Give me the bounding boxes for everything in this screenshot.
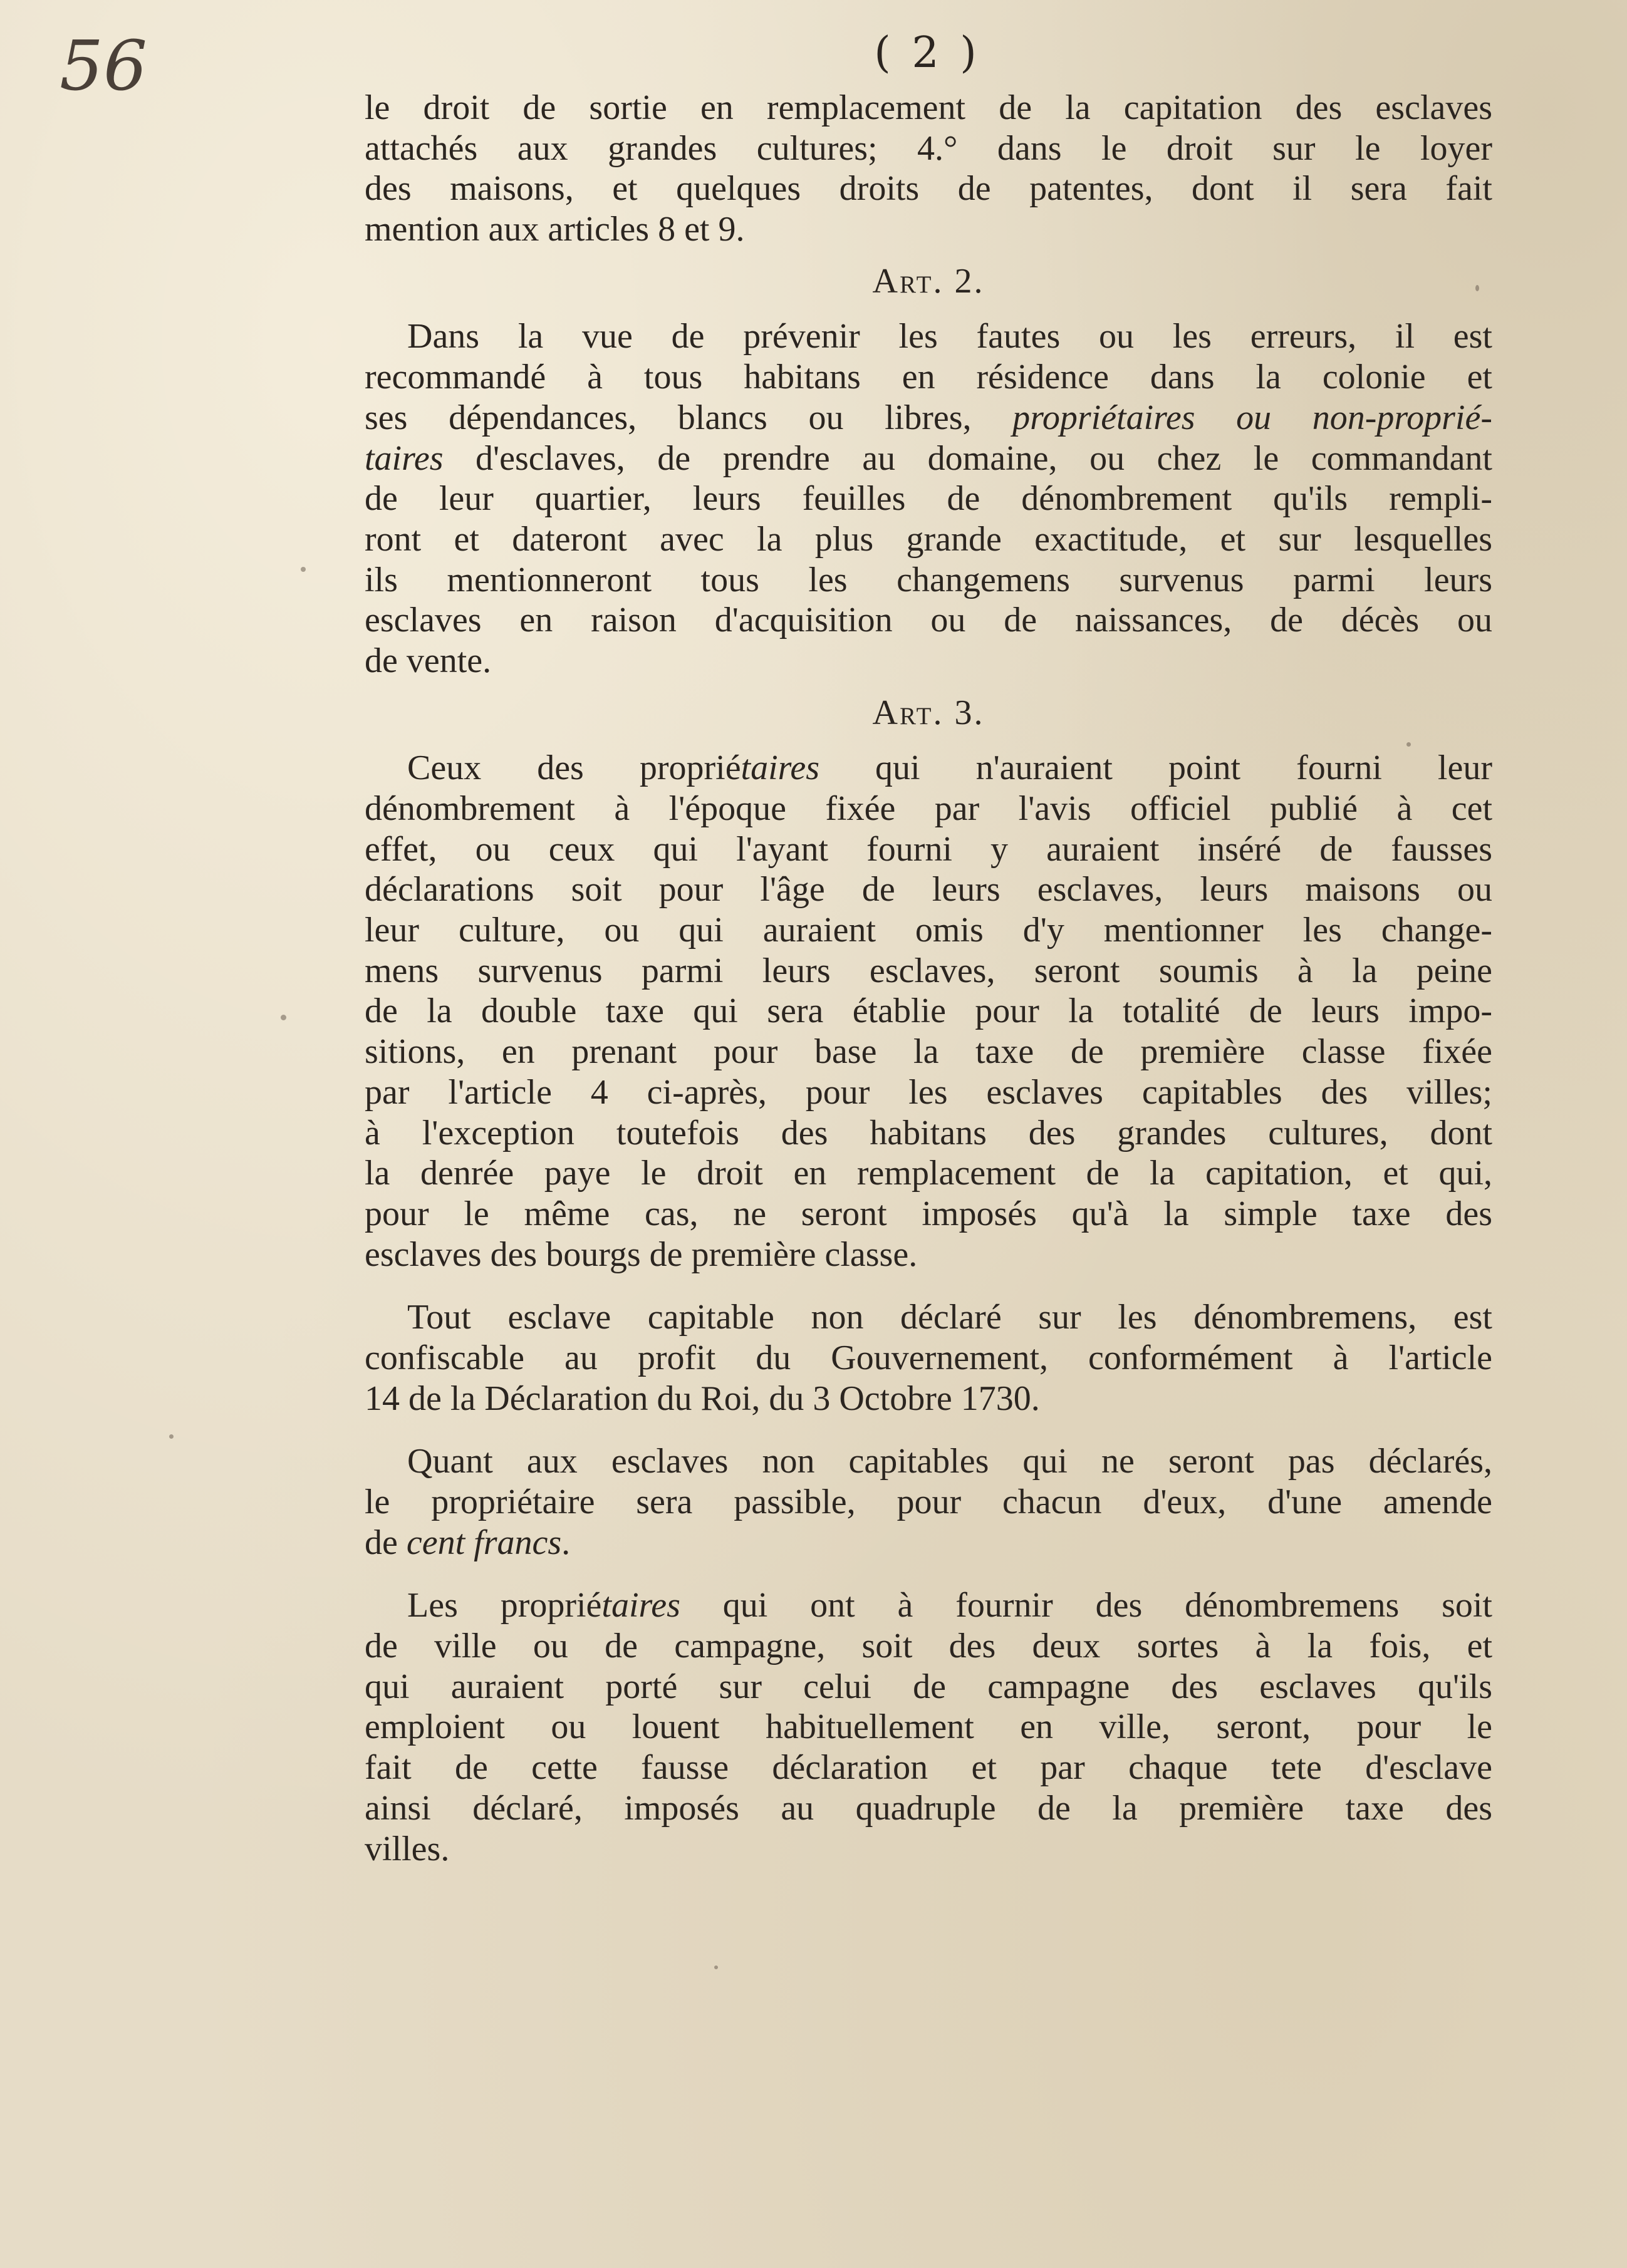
text-line: esclaves des bourgs de première classe. — [365, 1235, 918, 1274]
text-line: attachés aux grandes cultures; 4.° dans le droit sur le loyer — [365, 128, 1492, 168]
text-line: la denrée paye le droit en remplacement de la capitation, et qui, — [365, 1154, 1492, 1193]
text-line: de ville ou de campagne, soit des deux sortes à la fois, et — [365, 1627, 1492, 1666]
paper-speck — [169, 1434, 174, 1439]
text-line: Tout esclave capitable non déclaré sur les dénombremens, est — [407, 1298, 1492, 1337]
text-line: 14 de la Déclaration du Roi, du 3 Octobre 1730. — [365, 1379, 1040, 1418]
text-line: emploient ou louent habituellement en ville, seront, pour le — [365, 1707, 1492, 1747]
text-line: effet, ou ceux qui l'ayant fourni y auraient inséré de fausses — [365, 829, 1492, 869]
text-line: Ceux des propriétaires qui n'auraient point fourni leur — [407, 748, 1492, 788]
paper-speck — [301, 567, 306, 572]
text-line: esclaves en raison d'acquisition ou de naissances, de décès ou — [365, 601, 1492, 640]
text-line: confiscable au profit du Gouvernement, conformément à l'article — [365, 1338, 1492, 1377]
text-line: déclarations soit pour l'âge de leurs esclaves, leurs maisons ou — [365, 870, 1492, 909]
text-line: Les propriétaires qui ont à fournir des dénombremens soit — [407, 1586, 1492, 1625]
text-line: fait de cette fausse déclaration et par chaque tete d'esclave — [365, 1748, 1492, 1788]
handwritten-folio-number: 56 — [60, 26, 147, 106]
text-line: sitions, en prenant pour base la taxe de première classe fixée — [365, 1032, 1492, 1072]
text-line: dénombrement à l'époque fixée par l'avis officiel publié à cet — [365, 789, 1492, 828]
text-line: pour le même cas, ne seront imposés qu'à la simple taxe des — [365, 1194, 1492, 1233]
text-line: à l'exception toutefois des habitans des grandes cultures, dont — [365, 1113, 1492, 1152]
text-line: Dans la vue de prévenir les fautes ou les erreurs, il est — [407, 317, 1492, 356]
text-line: ils mentionneront tous les changemens survenus parmi leurs — [365, 560, 1492, 599]
text-line: de cent francs. — [365, 1523, 571, 1562]
article-heading: Art. 2. — [872, 261, 985, 301]
paragraph — [365, 316, 1492, 681]
text-line: villes. — [365, 1829, 450, 1868]
paper-speck — [714, 1965, 718, 1969]
paragraph — [365, 748, 1492, 1275]
page-number: ( 2 ) — [874, 28, 980, 78]
text-line: ront et dateront avec la plus grande exactitude, et sur lesquelles — [365, 519, 1492, 559]
text-line: de vente. — [365, 641, 492, 680]
document-body — [365, 88, 1492, 1869]
paper-speck — [281, 1015, 286, 1020]
text-line: Quant aux esclaves non capitables qui ne seront pas déclarés, — [407, 1442, 1492, 1481]
text-line: de la double taxe qui sera établie pour la totalité de leurs impo- — [365, 992, 1492, 1031]
article-heading: Art. 3. — [872, 693, 985, 732]
text-line: qui auraient porté sur celui de campagne des esclaves qu'ils — [365, 1667, 1492, 1706]
text-line: mention aux articles 8 et 9. — [365, 210, 745, 249]
paragraph — [365, 1441, 1492, 1563]
text-line: par l'article 4 ci-après, pour les esclaves capitables des villes; — [365, 1072, 1492, 1112]
text-line: le droit de sortie en remplacement de la capitation des esclaves — [365, 88, 1492, 127]
text-line: de leur quartier, leurs feuilles de dénombrement qu'ils rempli- — [365, 479, 1492, 519]
text-line: taires d'esclaves, de prendre au domaine, ou chez le commandant — [365, 438, 1492, 478]
paragraph — [365, 88, 1492, 250]
text-line: le propriétaire sera passible, pour chacun d'eux, d'une amende — [365, 1483, 1492, 1521]
text-line: ainsi déclaré, imposés au quadruple de la première taxe des — [365, 1788, 1492, 1828]
paper-speck — [1475, 285, 1479, 291]
paragraph — [365, 1297, 1492, 1419]
paper-speck — [1406, 742, 1411, 747]
text-line: ses dépendances, blancs ou libres, propriétaires ou non-proprié- — [365, 398, 1492, 437]
text-line: recommandé à tous habitans en résidence dans la colonie et — [365, 358, 1492, 397]
text-line: des maisons, et quelques droits de patentes, dont il sera fait — [365, 169, 1492, 209]
text-line: leur culture, ou qui auraient omis d'y mentionner les change- — [365, 911, 1492, 950]
text-line: mens survenus parmi leurs esclaves, seront soumis à la peine — [365, 951, 1492, 990]
paragraph — [365, 1585, 1492, 1869]
